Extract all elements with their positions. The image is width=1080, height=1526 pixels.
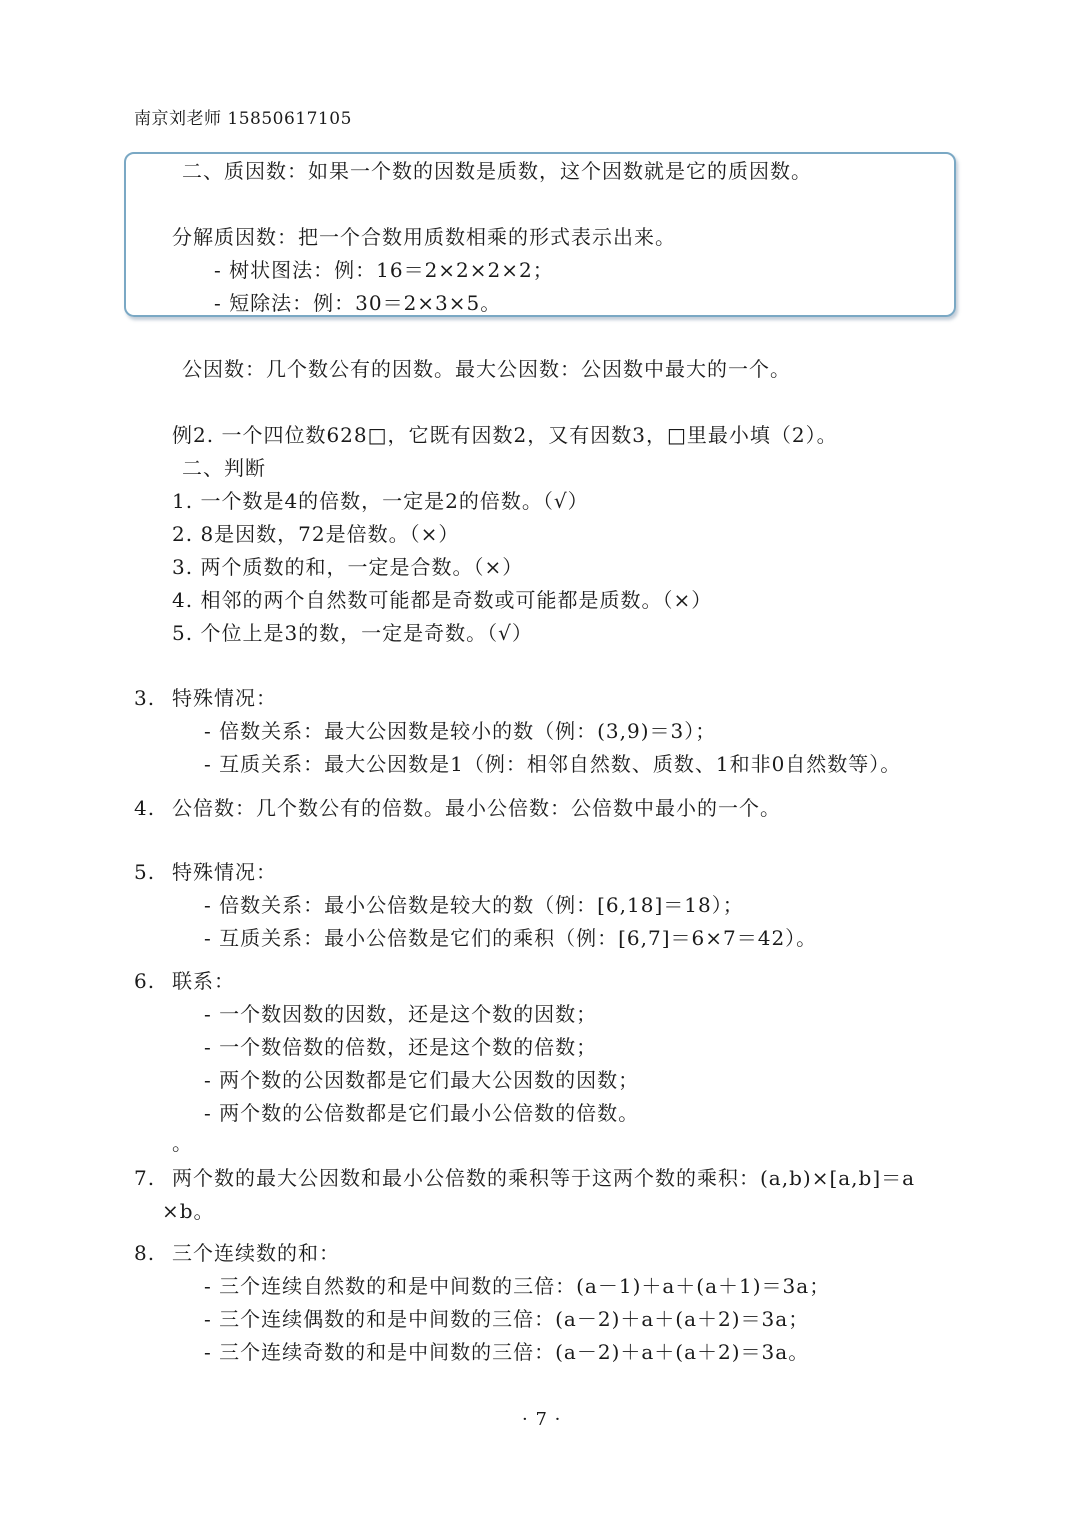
judge-item: 3. 两个质数的和，一定是合数。（×）: [172, 555, 524, 579]
relation-item: - 一个数因数的因数，还是这个数的因数；: [204, 1002, 598, 1026]
section-number: 4.: [134, 796, 156, 820]
common-factor-definition: 公因数：几个数公有的因数。最大公因数：公因数中最大的一个。: [182, 357, 791, 381]
relation-item: - 两个数的公因数都是它们最大公因数的因数；: [204, 1068, 640, 1092]
judge-item: 4. 相邻的两个自然数可能都是奇数或可能都是质数。（×）: [172, 588, 713, 612]
section-number: 6.: [134, 969, 156, 993]
example-2: 例2. 一个四位数628□，它既有因数2，又有因数3，□里最小填（2）。: [172, 423, 838, 447]
section-number: 7.: [134, 1166, 156, 1190]
gcd-coprime-relation: - 互质关系：最大公因数是1（例：相邻自然数、质数、1和非0自然数等）。: [204, 752, 902, 776]
gcd-multiple-relation: - 倍数关系：最大公因数是较小的数（例：(3,9)＝3）；: [204, 719, 717, 743]
judge-item: 2. 8是因数，72是倍数。（×）: [172, 522, 460, 546]
tree-method: - 树状图法：例：16＝2×2×2×2；: [214, 258, 554, 282]
common-multiple-definition: 公倍数：几个数公有的倍数。最小公倍数：公倍数中最小的一个。: [172, 796, 781, 820]
section-title: 联系：: [172, 969, 235, 993]
judge-item: 5. 个位上是3的数，一定是奇数。（√）: [172, 621, 533, 645]
section-number: 3.: [134, 686, 156, 710]
section-title: 三个连续数的和：: [172, 1241, 340, 1265]
judge-title: 二、判断: [182, 456, 266, 480]
page-header: 南京刘老师 15850617105: [134, 109, 352, 129]
stray-period: 。: [172, 1131, 193, 1155]
section-title: 特殊情况：: [172, 686, 277, 710]
gcd-lcm-product-rule: 两个数的最大公因数和最小公倍数的乘积等于这两个数的乘积：(a,b)×[a,b]＝a: [172, 1166, 916, 1190]
consecutive-even-sum: - 三个连续偶数的和是中间数的三倍：(a－2)＋a＋(a＋2)＝3a；: [204, 1307, 810, 1331]
prime-factor-definition: 二、质因数：如果一个数的因数是质数，这个因数就是它的质因数。: [182, 159, 812, 183]
section-title: 特殊情况：: [172, 860, 277, 884]
section-number: 8.: [134, 1241, 156, 1265]
relation-item: - 两个数的公倍数都是它们最小公倍数的倍数。: [204, 1101, 640, 1125]
factorization-definition: 分解质因数：把一个合数用质数相乘的形式表示出来。: [172, 225, 676, 249]
lcm-multiple-relation: - 倍数关系：最小公倍数是较大的数（例：[6,18]＝18）；: [204, 893, 744, 917]
lcm-coprime-relation: - 互质关系：最小公倍数是它们的乘积（例：[6,7]＝6×7＝42）。: [204, 926, 818, 950]
consecutive-odd-sum: - 三个连续奇数的和是中间数的三倍：(a－2)＋a＋(a＋2)＝3a。: [204, 1340, 810, 1364]
short-division-method: - 短除法：例：30＝2×3×5。: [214, 291, 502, 315]
judge-item: 1. 一个数是4的倍数，一定是2的倍数。（√）: [172, 489, 589, 513]
gcd-lcm-product-rule-cont: ×b。: [162, 1199, 215, 1223]
section-number: 5.: [134, 860, 156, 884]
consecutive-natural-sum: - 三个连续自然数的和是中间数的三倍：(a－1)＋a＋(a＋1)＝3a；: [204, 1274, 831, 1298]
relation-item: - 一个数倍数的倍数，还是这个数的倍数；: [204, 1035, 598, 1059]
page-number: · 7 ·: [522, 1409, 562, 1430]
